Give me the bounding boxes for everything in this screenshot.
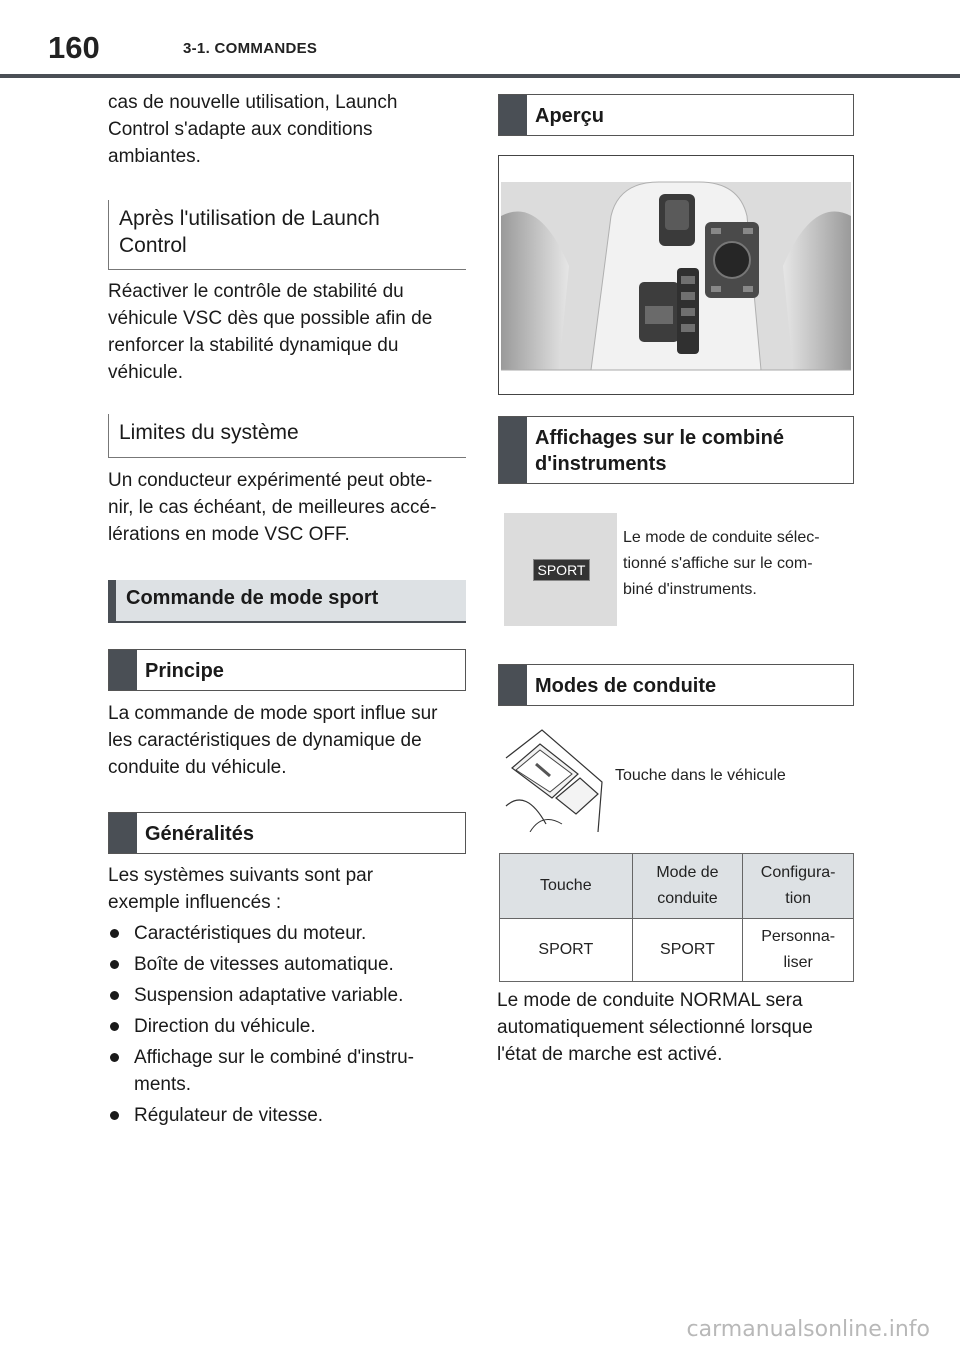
limits-paragraph — [108, 467, 468, 548]
cluster-display-caption — [623, 525, 863, 603]
limits-heading — [108, 414, 466, 458]
after-launch-paragraph — [108, 278, 468, 386]
column-header: Configura- tion — [743, 854, 854, 919]
table-cell: SPORT — [500, 919, 633, 982]
overview-heading — [498, 94, 854, 136]
after-launch-heading — [108, 200, 466, 270]
button-caption: Touche dans le véhicule — [615, 767, 786, 784]
principle-paragraph — [108, 700, 468, 781]
cluster-display-figure — [504, 513, 617, 626]
text-line: Control s'adapte aux conditions — [108, 119, 373, 140]
table-cell: SPORT — [632, 919, 743, 982]
caption-line: Le mode de conduite sélec- — [623, 529, 820, 546]
sport-button-figure — [502, 728, 606, 832]
driving-modes-heading — [498, 664, 854, 706]
text-line: conduite du véhicule. — [108, 757, 287, 778]
header-rule — [0, 74, 960, 78]
page-number: 160 — [48, 30, 100, 65]
heading-line: Limites du système — [119, 421, 299, 444]
text-line: lérations en mode VSC OFF. — [108, 524, 350, 545]
text-line: l'état de marche est activé. — [497, 1044, 723, 1065]
heading-line: Control — [119, 234, 187, 257]
heading-bar — [499, 95, 527, 135]
sport-button-illustration — [502, 728, 606, 832]
table-cell: Personna- liser — [743, 919, 854, 982]
principle-heading — [108, 649, 466, 691]
heading-bar — [109, 650, 137, 690]
text-line: Le mode de conduite NORMAL sera — [497, 990, 803, 1011]
text-line: Les systèmes suivants sont par — [108, 865, 374, 886]
heading-line: Après l'utilisation de Launch — [119, 207, 380, 230]
list-item: Affichage sur le combiné d'instru- ments. — [108, 1044, 468, 1098]
heading-bar — [108, 580, 116, 621]
list-item: Boîte de vitesses automatique. — [108, 951, 468, 978]
general-paragraph — [108, 862, 468, 916]
normal-mode-paragraph — [497, 987, 867, 1068]
sport-badge: SPORT — [533, 559, 590, 581]
caption-line: biné d'instruments. — [623, 581, 757, 598]
table-row — [500, 919, 854, 982]
intro-paragraph — [108, 89, 468, 170]
center-console-figure — [498, 155, 854, 395]
list-item: Caractéristiques du moteur. — [108, 920, 468, 947]
sport-section-heading — [108, 580, 466, 623]
list-item: Direction du véhicule. — [108, 1013, 468, 1040]
text-line: nir, le cas échéant, de meilleures accé- — [108, 497, 437, 518]
list-item: Suspension adaptative variable. — [108, 982, 468, 1009]
caption-line: tionné s'affiche sur le com- — [623, 555, 813, 572]
heading-text: Généralités — [145, 823, 254, 845]
list-item: Régulateur de vitesse. — [108, 1102, 468, 1129]
text-line: exemple influencés : — [108, 892, 282, 913]
heading-bar — [499, 417, 527, 483]
text-line: cas de nouvelle utilisation, Launch — [108, 92, 398, 113]
text-line: Un conducteur expérimenté peut obte- — [108, 470, 433, 491]
text-line: véhicule VSC dès que possible afin de — [108, 308, 433, 329]
heading-text: Principe — [145, 660, 224, 682]
center-console-illustration — [499, 156, 853, 394]
text-line: automatiquement sélectionné lorsque — [497, 1017, 813, 1038]
column-header: Touche — [500, 854, 633, 919]
text-line: les caractéristiques de dynamique de — [108, 730, 422, 751]
table-header-row — [500, 854, 854, 919]
heading-text: Commande de mode sport — [126, 587, 379, 609]
watermark: carmanualsonline.info — [686, 1317, 930, 1342]
text-line: La commande de mode sport influe sur — [108, 703, 438, 724]
text-line: Réactiver le contrôle de stabilité du — [108, 281, 404, 302]
heading-bar — [499, 665, 527, 705]
heading-text: Modes de conduite — [535, 675, 717, 697]
column-header: Mode de conduite — [632, 854, 743, 919]
heading-bar — [109, 813, 137, 853]
chapter-title: 3-1. COMMANDES — [183, 40, 318, 57]
heading-line: Affichages sur le combiné — [535, 427, 784, 449]
driving-modes-table — [499, 853, 854, 982]
text-line: véhicule. — [108, 362, 183, 383]
general-heading — [108, 812, 466, 854]
text-line: renforcer la stabilité dynamique du — [108, 335, 399, 356]
influenced-systems-list — [108, 920, 468, 1133]
heading-line: d'instruments — [535, 453, 667, 475]
cluster-display-heading — [498, 416, 854, 484]
text-line: ambiantes. — [108, 146, 201, 167]
heading-text: Aperçu — [535, 105, 604, 127]
